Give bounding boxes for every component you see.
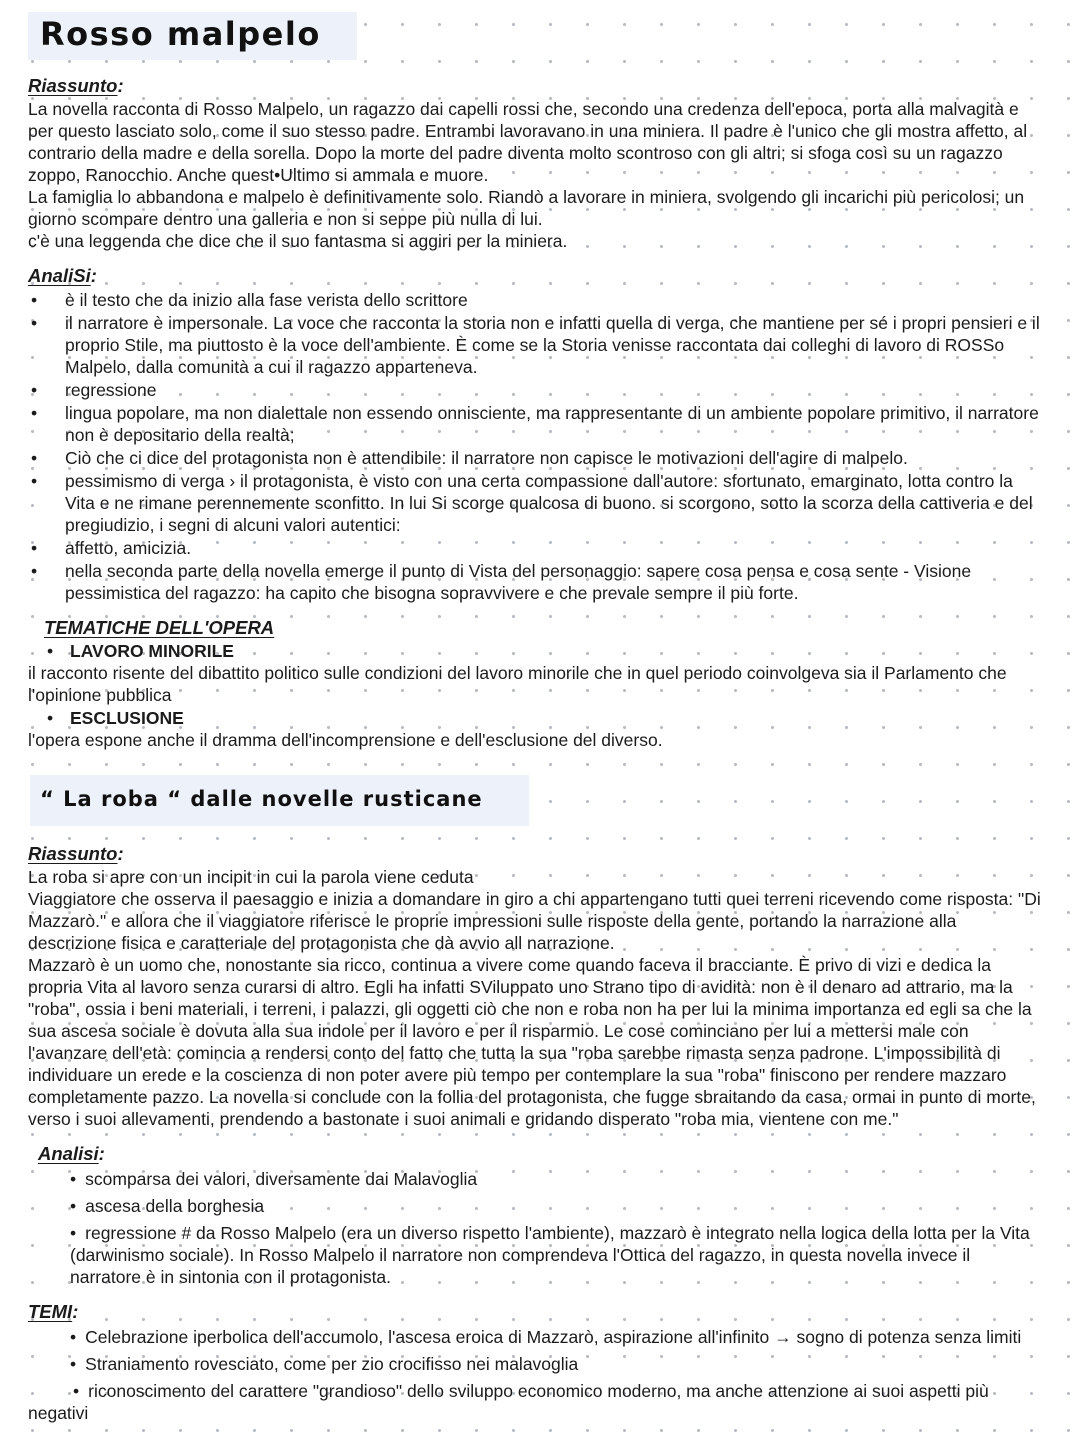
list-item: • riconoscimento del carattere "grandioso" dello sviluppo economico moderno, ma anche attenzione ai suoi aspetti più negativi [28,1380,1042,1424]
list-item: • lingua popolare, ma non dialettale non essendo onnisciente, ma rappresentante di un ambiente popolare primitivo, il narratore non è depositario della realtà; [28,402,1042,446]
page-title-la-roba: “ La roba “ dalle novelle rusticane [30,775,529,826]
analisi-list [28,1168,1042,1288]
heading-colon: : [117,75,124,96]
riassunto-heading [28,843,1042,865]
analisi-heading [38,1143,1042,1165]
list-item: • regressione # da Rosso Malpelo (era un diverso rispetto l'ambiente), mazzarò è integrato nella logica della lotta per la Vita (darwinismo sociale). In Rosso Malpelo il narratore non comprendeva l'Ottica del ragazzo, in questa novella invece il narratore è in sintonia con il protagonista. [28,1222,1042,1288]
tema-description: l'opera espone anche il dramma dell'incomprensione e dell'esclusione del diverso. [28,730,663,750]
temi-list [28,1326,1042,1424]
list-item: • Straniamento rovesciato, come per zio crocifisso nei malavoglia [28,1353,1042,1375]
list-item: • affetto, amicizia. [28,537,1042,559]
riassunto-paragraph: Mazzarò è un uomo che, nonostante sia ricco, continua a vivere come quando faceva il bracciante. È privo di vizi e dedica la propria Vita al lavoro senza curarsi di altro. Egli ha infatti SViluppato uno Strano tipo di avidità: non è il denaro ad attrario, ma la "roba", ossia i beni materiali, i terreni, i palazzi, gli oggetti ciò che non e roba non ha per lui la minima importanza ed egli sa che la sua ascesa sociale è dovuta alla sua indole per il lavoro e per il risparmio. Le cose cominciano per lui a mettersi male con l'avanzare dell'età: comincia a rendersi conto del fatto che tutta la sua "roba sarebbe rimasta senza padrone. L'impossibilità di individuare un erede e la coscienza di non poter avere più tempo per contemplare la sua "roba" finiscono per rendere mazzaro completamente pazzo. La novella si conclude con la follia del protagonista, che fugge sbraitando da casa, ormai in punto di morte, verso i suoi allevamenti, prendendo a bastonate i suoi animali e gridando disperato "roba mia, vientene con me." [28,955,1036,1129]
tematiche-heading [44,617,1042,639]
temi-heading-label: TEMI [28,1301,73,1322]
analisi-heading-label: AnaliSi [28,265,91,286]
tema-term: • ESCLUSIONE [28,707,1042,729]
list-item: • Celebrazione iperbolica dell'accumolo, l'ascesa eroica di Mazzarò, aspirazione all'infinito → sogno di potenza senza limiti [28,1326,1042,1348]
list-item: • scomparsa dei valori, diversamente dai Malavoglia [28,1168,1042,1190]
analisi-heading [28,265,1042,287]
tematiche-heading-label: TEMATICHE DELL'OPERA [44,617,275,638]
list-item: • regressione [28,379,1042,401]
riassunto-paragraph: La roba si apre con un incipit in cui la parola viene ceduta [28,867,474,887]
riassunto-paragraph: La novella racconta di Rosso Malpelo, un ragazzo dai capelli rossi che, secondo una credenza dell'epoca, porta alla malvagità e per questo lasciato solo, come il suo stesso padre. Entrambi lavoravano in una miniera. Il padre è l'unico che gli mostra affetto, al contrario della madre e della sorella. Dopo la morte del padre diventa molto scontroso con gli altri; si sfoga così su un ragazzo zoppo, Ranocchio. Anche quest•Ultimo si ammala e muore. [28,99,1028,185]
list-item: • nella seconda parte della novella emerge il punto di Vista del personaggio: sapere cosa pensa e cosa sente - Visione pessimistica del ragazzo: ha capito che bisogna sopravvivere e che prevale sempre il più forte. [28,560,1042,604]
heading-colon: : [117,843,124,864]
riassunto-heading [28,75,1042,97]
heading-colon: : [72,1301,79,1322]
page-title-rosso-malpelo: Rosso malpelo [28,12,357,60]
tema-term: • LAVORO MINORILE [28,640,1042,662]
riassunto-heading-label: Riassunto [28,843,118,864]
temi-heading [28,1301,1042,1323]
riassunto-paragraph: c'è una leggenda che dice che il suo fantasma si aggiri per la miniera. [28,231,568,251]
heading-colon: : [98,1143,105,1164]
analisi-heading-label: Analisi [38,1143,99,1164]
list-item: • il narratore è impersonale. La voce che racconta la storia non e infatti quella di verga, che mantiene per sé i propri pensieri e il proprio Stile, ma piuttosto è la voce dell'ambiente. È come se la Storia venisse raccontata dai colleghi di lavoro di ROSSo Malpelo, dalla comunità a cui il ragazzo apparteneva. [28,312,1042,378]
list-item: • è il testo che da inizio alla fase verista dello scrittore [28,289,1042,311]
heading-colon: : [90,265,97,286]
list-item: • pessimismo di verga › il protagonista, è visto con una certa compassione dall'autore: sfortunato, emarginato, lotta contro la Vita e ne rimane perennemente sconfitto. In lui Si scorge qualcosa di buono. si scorgono, sotto la scorza della cattiveria e del pregiudizio, i segni di alcuni valori autentici: [28,470,1042,536]
list-item: • Ciò che ci dice del protagonista non è attendibile: il narratore non capisce le motivazioni dell'agire di malpelo. [28,447,1042,469]
analisi-list [28,289,1042,604]
riassunto-heading-label: Riassunto [28,75,118,96]
tema-description: il racconto risente del dibattito politico sulle condizioni del lavoro minorile che in quel periodo coinvolgeva sia il Parlamento che l'opinione pubblica [28,663,1007,705]
riassunto-paragraph: Viaggiatore che osserva il paesaggio e inizia a domandare in giro a chi appartengano tutti quei terreni ricevendo come risposta: "Di Mazzarò." e allora che il viaggiatore riferisce le proprie impressioni sulle risposte della gente, portando la narrazione alla descrizione fisica e caratteriale del protagonista che dà avvio all narrazione. [28,889,1041,953]
list-item: • ascesa della borghesia [28,1195,1042,1217]
riassunto-paragraph: La famiglia lo abbandona e malpelo è definitivamente solo. Riandò a lavorare in miniera, svolgendo gli incarichi più pericolosi; un giorno scompare dentro una galleria e non si seppe più nulla di lui. [28,187,1025,229]
